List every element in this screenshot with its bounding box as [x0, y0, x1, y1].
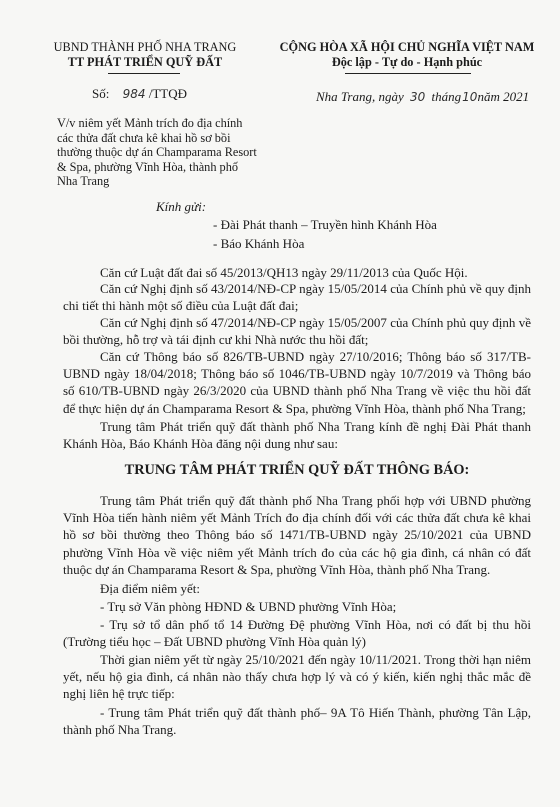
nation-title: CỘNG HÒA XÃ HỘI CHỦ NGHĨA VIỆT NAM: [279, 40, 535, 54]
recipient-2: - Báo Khánh Hòa: [213, 236, 305, 251]
date-prefix: Nha Trang, ngày: [316, 89, 404, 104]
legal-basis: Căn cứ Nghị định số 43/2014/NĐ-CP ngày 15/05/2014 của Chính phủ về quy định chi tiết thi hành một số điều của Luật đất đai;: [63, 281, 531, 314]
date-day: 30: [410, 90, 426, 104]
nation-motto: Độc lập - Tự do - Hạnh phúc: [331, 55, 483, 69]
motto-underline: [345, 73, 471, 74]
issue-date: [316, 89, 529, 105]
doc-number-suffix: /TTQĐ: [148, 86, 188, 101]
date-month: 10: [462, 90, 478, 104]
posting-period-paragraph: Thời gian niêm yết từ ngày 25/10/2021 đến ngày 10/11/2021. Trong thời hạn niêm yết, nếu hộ gia đình, cá nhân nào thấy chưa hợp lý và có ý kiến, kiến nghị thắc mắc đề nghị liên hệ trực tiếp:: [63, 652, 531, 702]
posting-location-item: - Trụ sở tổ dân phố tổ 14 Đường Đệ phường Vĩnh Hòa, nơi có đất bị thu hồi (Trường tiểu học – Đất UBND phường Vĩnh Hòa quản lý): [63, 617, 531, 650]
issuer-name: TT PHÁT TRIỂN QUỸ ĐẤT: [67, 55, 223, 69]
legal-basis: Căn cứ Nghị định số 47/2014/NĐ-CP ngày 15/05/2007 của Chính phủ quy định về bồi thường, hỗ trợ và tái định cư khi Nhà nước thu hồi đất;: [63, 315, 531, 348]
subject-line: V/v niêm yết Mảnh trích đo địa chính: [57, 116, 243, 130]
contact-paragraph: - Trung tâm Phát triển quỹ đất thành phố– 9A Tô Hiến Thành, phường Tân Lập, thành phố Nha Trang.: [63, 705, 531, 738]
subject-line: Nha Trang: [57, 174, 110, 188]
posting-location-item: - Trụ sở Văn phòng HĐND & UBND phường Vĩnh Hòa;: [100, 599, 397, 614]
subject-line: thường thuộc dự án Champarama Resort: [57, 145, 257, 159]
legal-basis: Căn cứ Thông báo số 826/TB-UBND ngày 27/10/2016; Thông báo số 317/TB-UBND ngày 18/04/2018; Thông báo số 1046/TB-UBND ngày 10/7/2019 và Thông báo số 610/TB-UBND ngày 26/3/2020 của UBND thành phố Nha Trang về việc thu hồi đất để thực hiện dự án Champarama Resort & Spa, phường Vĩnh Hòa, thành phố Nha Trang;: [63, 349, 531, 416]
doc-number-handwritten: 984: [122, 87, 146, 101]
issuer-underline: [108, 73, 180, 74]
doc-number-prefix: Số:: [92, 86, 110, 101]
notice-paragraph: Trung tâm Phát triển quỹ đất thành phố Nha Trang phối hợp với UBND phường Vĩnh Hòa tiến hành niêm yết Mảnh Trích đo địa chính đối với các thửa đất chưa kê khai hồ sơ bồi thường theo Thông báo số 1471/TB-UBND ngày 25/10/2021 của UBND phường Vĩnh Hòa về việc niêm yết Mảnh trích đo của các hộ gia đình, cá nhân có đất thuộc dự án Champarama Resort & Spa, phường Vĩnh Hòa, thành phố Nha Trang.: [63, 493, 531, 577]
posting-location-label: Địa điểm niêm yết:: [100, 581, 201, 596]
date-month-label: tháng: [431, 89, 462, 104]
request-paragraph: Trung tâm Phát triển quỹ đất thành phố Nha Trang kính đề nghị Đài Phát thanh Khánh Hòa, Báo Khánh Hòa đăng nội dung như sau:: [63, 419, 531, 452]
issuer-parent: UBND THÀNH PHỐ NHA TRANG: [53, 40, 237, 54]
recipients-label: Kính gửi:: [156, 199, 207, 214]
subject-line: các thửa đất chưa kê khai hồ sơ bồi: [57, 130, 231, 145]
doc-number: [92, 86, 187, 102]
subject-line: & Spa, phường Vĩnh Hòa, thành phố: [57, 159, 238, 174]
legal-basis: Căn cứ Luật đất đai số 45/2013/QH13 ngày 29/11/2013 của Quốc Hội.: [100, 265, 468, 280]
recipient-1: - Đài Phát thanh – Truyền hình Khánh Hòa: [213, 217, 437, 232]
notice-title: TRUNG TÂM PHÁT TRIỂN QUỸ ĐẤT THÔNG BÁO:: [124, 462, 470, 478]
subject-block: [57, 116, 257, 189]
date-year: năm 2021: [477, 89, 530, 104]
